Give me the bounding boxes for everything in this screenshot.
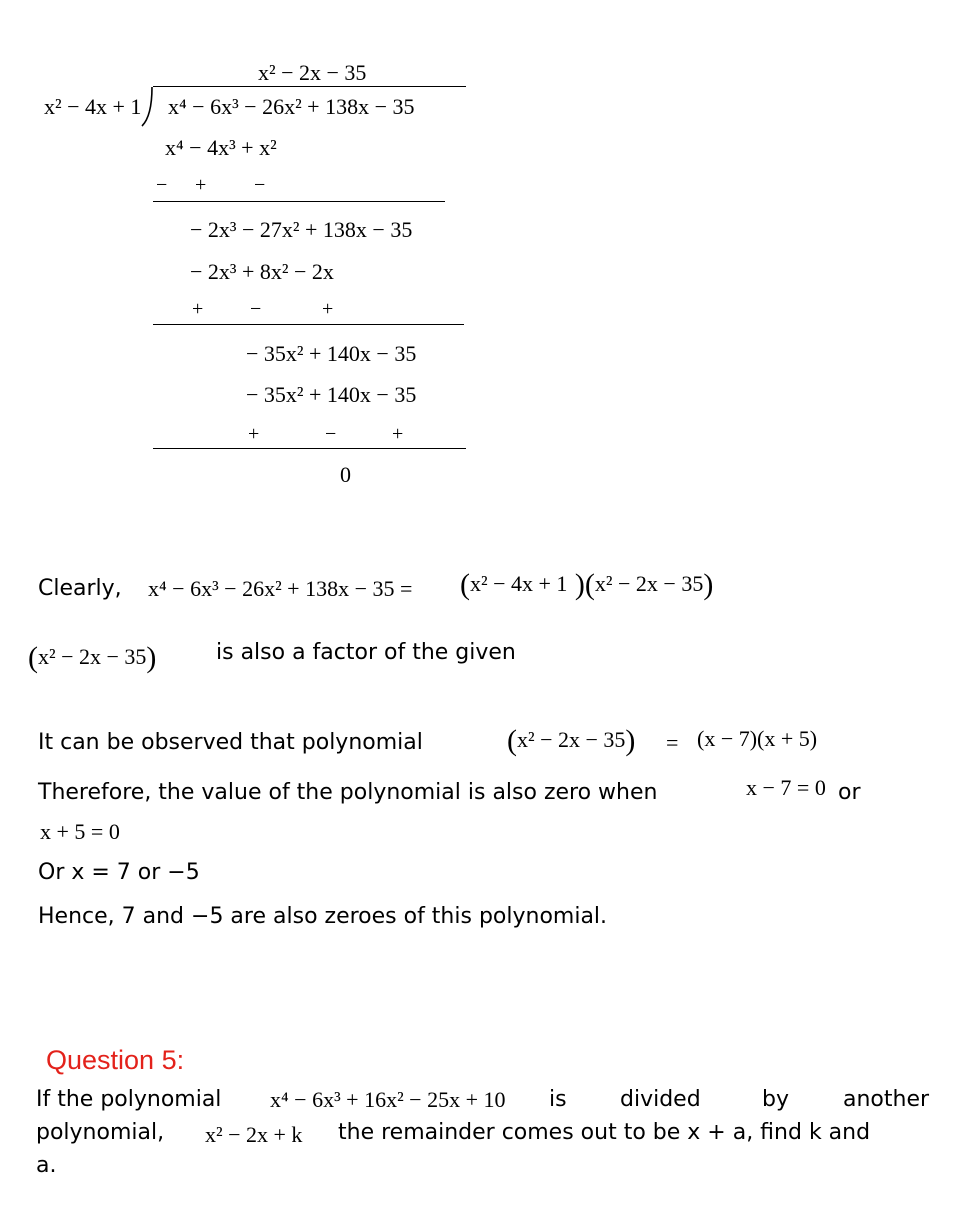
factor-product: (x² − 4x + 1 )(x² − 2x − 35) bbox=[460, 568, 714, 601]
question-text: the remainder comes out to be x + a, find k and bbox=[338, 1120, 871, 1145]
sign: − bbox=[325, 423, 337, 445]
division-bracket bbox=[140, 86, 154, 128]
observation-result: (x − 7)(x + 5) bbox=[697, 726, 818, 751]
conclusion: Hence, 7 and −5 are also zeroes of this polynomial. bbox=[38, 904, 608, 929]
question-divisor: x² − 2x + k bbox=[205, 1122, 303, 1147]
observation-expr: (x² − 2x − 35) bbox=[507, 724, 636, 757]
sign: + bbox=[192, 298, 204, 320]
zero-condition-expr-2: x + 5 = 0 bbox=[40, 819, 120, 844]
sign: − bbox=[250, 298, 262, 320]
rule-1 bbox=[153, 201, 445, 202]
or-text: or bbox=[838, 780, 861, 805]
clearly-label: Clearly, bbox=[38, 576, 122, 601]
subtract-step-3: − 35x² + 140x − 35 bbox=[246, 382, 417, 407]
question-text: is bbox=[549, 1087, 567, 1112]
quadratic-factor: (x² − 2x − 35) bbox=[28, 641, 157, 674]
subtract-step-1: x⁴ − 4x³ + x² bbox=[165, 135, 277, 160]
rule-3 bbox=[153, 448, 466, 449]
question-text: divided bbox=[620, 1087, 701, 1112]
sign: + bbox=[248, 423, 260, 445]
factor-note-text: is also a factor of the given bbox=[216, 640, 516, 665]
sign: + bbox=[322, 298, 334, 320]
question-text: another bbox=[843, 1087, 930, 1112]
final-remainder: 0 bbox=[340, 462, 351, 487]
zero-condition-text: Therefore, the value of the polynomial is also zero when bbox=[38, 780, 658, 805]
sign: − bbox=[156, 174, 168, 196]
remainder-2: − 35x² + 140x − 35 bbox=[246, 341, 417, 366]
subtract-step-2: − 2x³ + 8x² − 2x bbox=[190, 259, 334, 284]
zero-condition-expr-1: x − 7 = 0 bbox=[746, 775, 826, 800]
sign: − bbox=[254, 174, 266, 196]
sign: + bbox=[195, 174, 207, 196]
question-text: a. bbox=[36, 1153, 57, 1178]
observation-text: It can be observed that polynomial bbox=[38, 730, 423, 755]
factor-1: x² − 4x + 1 bbox=[470, 571, 568, 596]
question-polynomial: x⁴ − 6x³ + 16x² − 25x + 10 bbox=[270, 1087, 506, 1112]
sign: + bbox=[392, 423, 404, 445]
observation-equals: = bbox=[666, 730, 679, 755]
factorization-lhs: x⁴ − 6x³ − 26x² + 138x − 35 = bbox=[148, 576, 413, 601]
question-text: polynomial, bbox=[36, 1120, 165, 1145]
quotient: x² − 2x − 35 bbox=[258, 60, 367, 85]
question-text: If the polynomial bbox=[36, 1087, 222, 1112]
divisor: x² − 4x + 1 bbox=[44, 94, 142, 119]
rule-2 bbox=[153, 324, 464, 325]
question-heading: Question 5: bbox=[46, 1045, 185, 1075]
dividend: x⁴ − 6x³ − 26x² + 138x − 35 bbox=[168, 94, 415, 119]
remainder-1: − 2x³ − 27x² + 138x − 35 bbox=[190, 217, 413, 242]
question-text: by bbox=[762, 1087, 789, 1112]
roots-line: Or x = 7 or −5 bbox=[38, 860, 200, 885]
factor-2: x² − 2x − 35 bbox=[594, 571, 704, 596]
quotient-line bbox=[153, 86, 466, 87]
